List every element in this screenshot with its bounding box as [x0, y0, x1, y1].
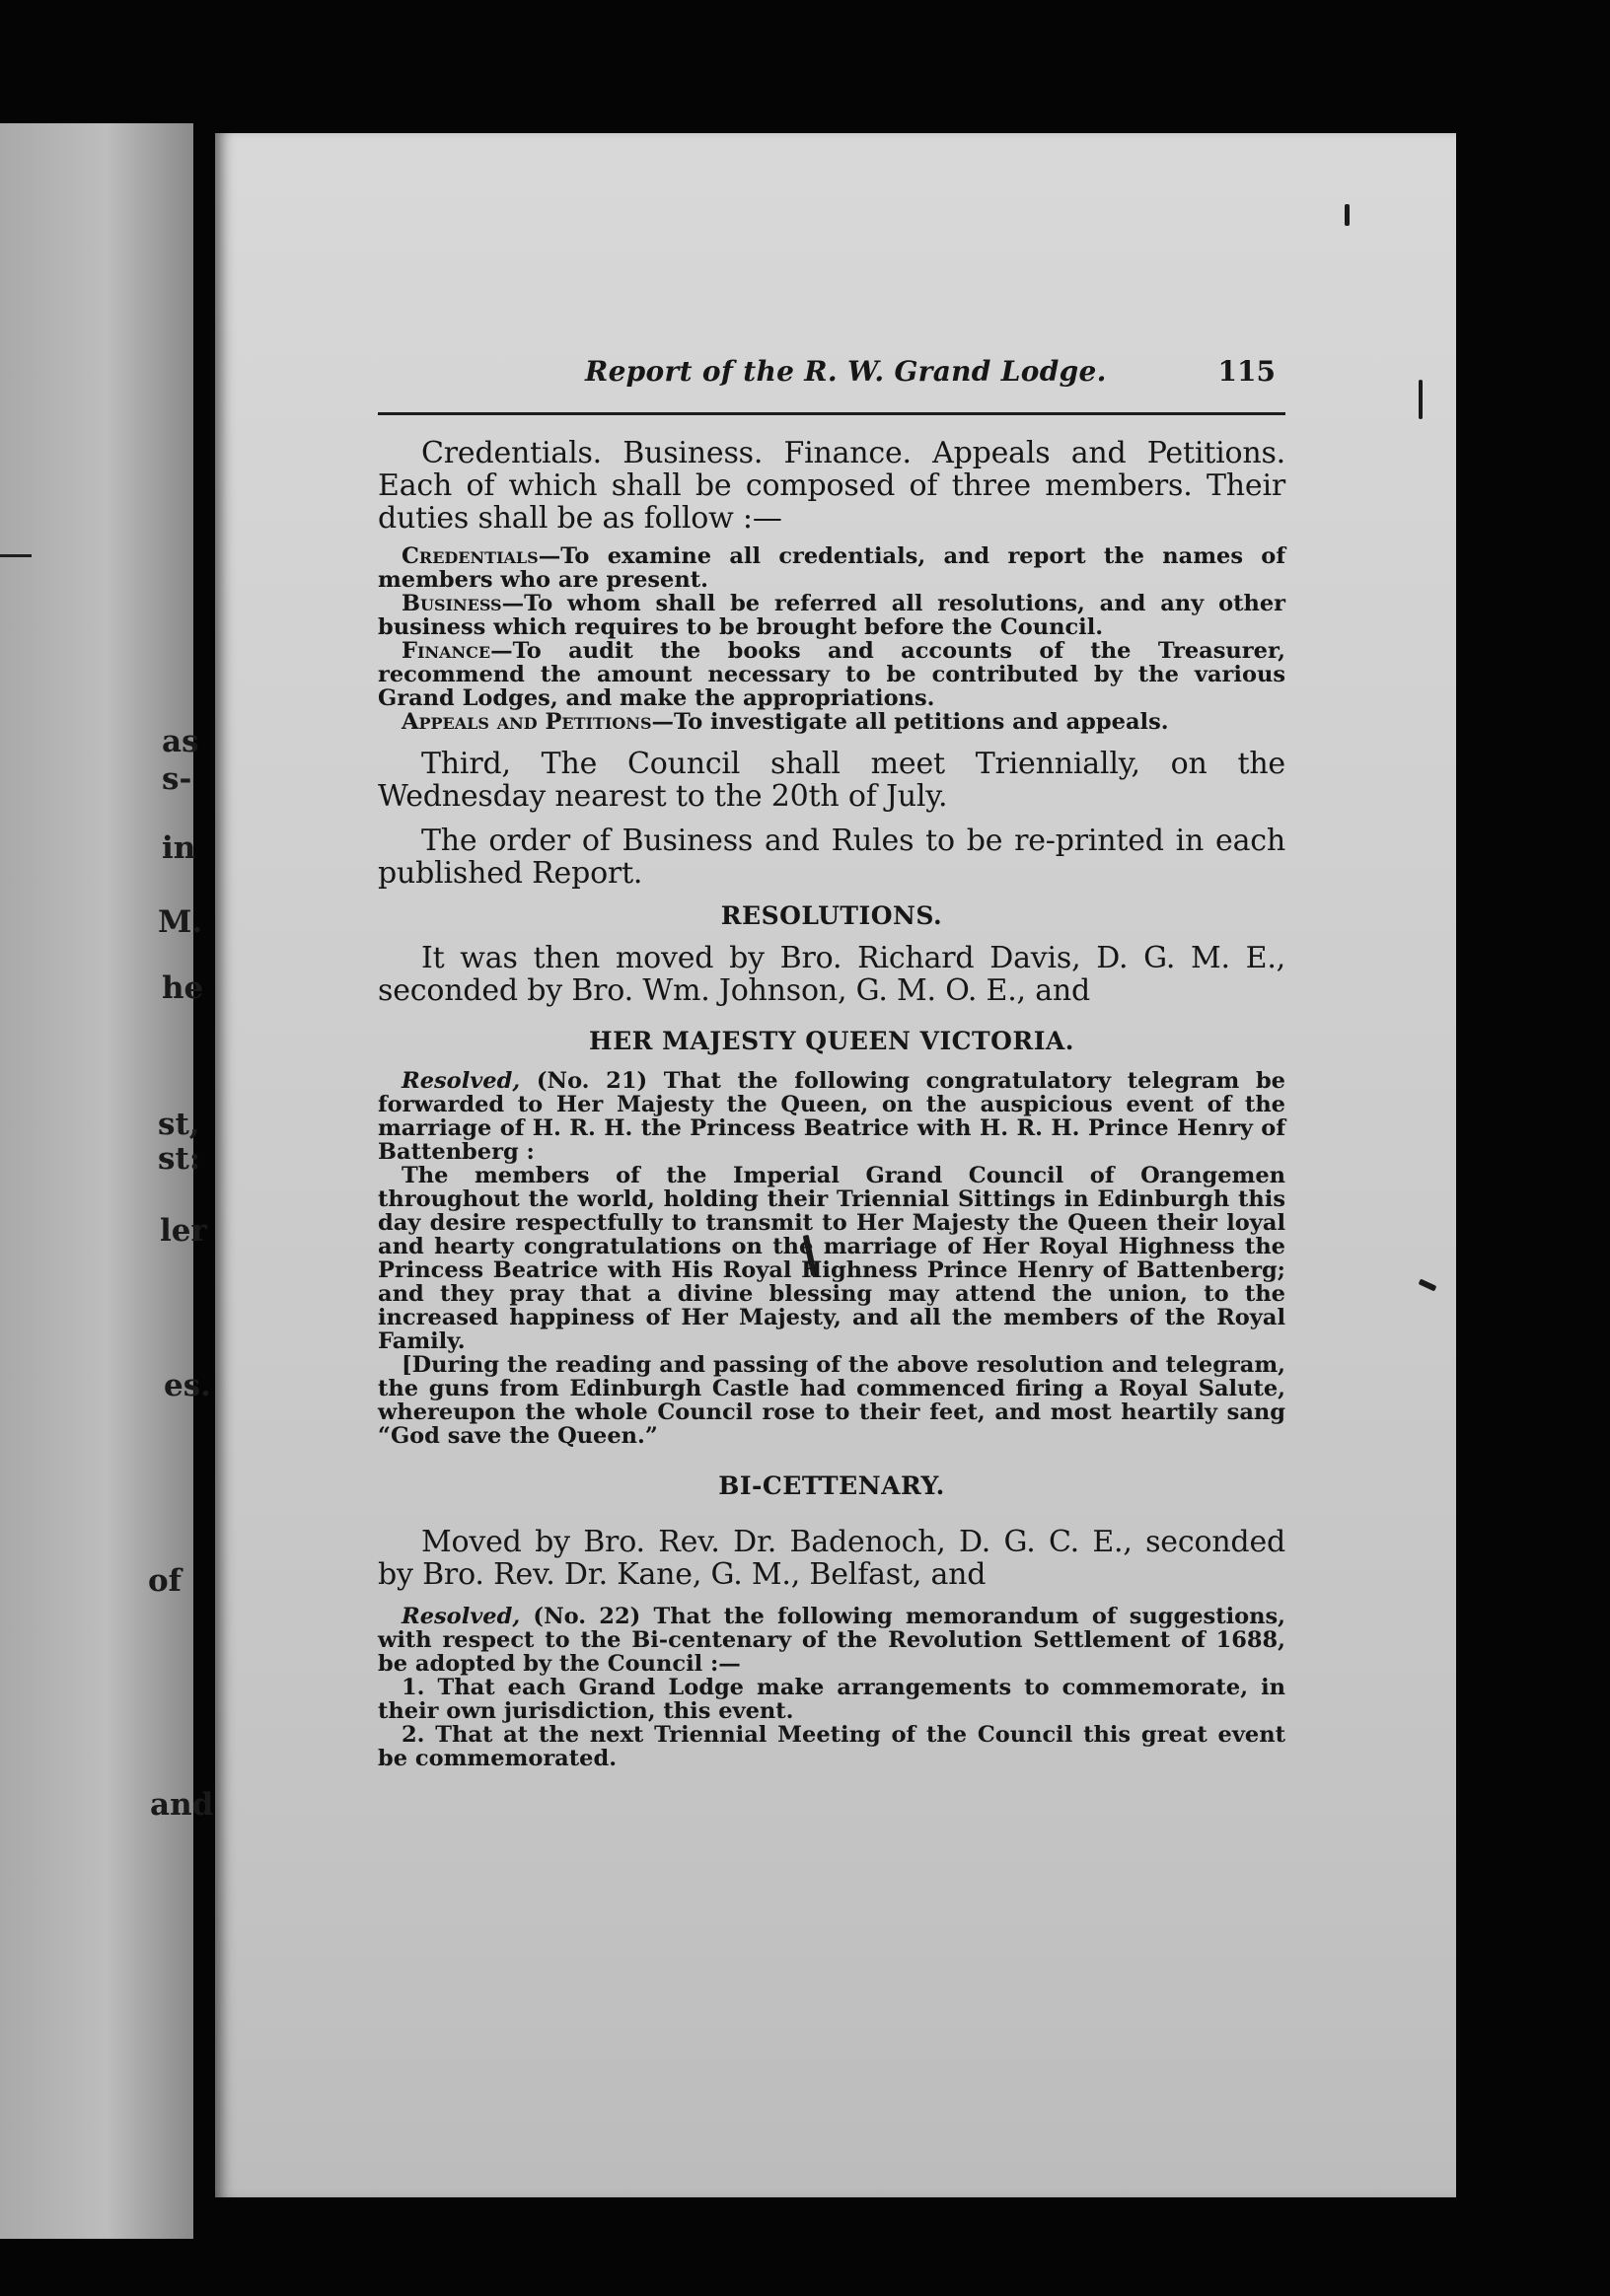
- page-content: [378, 355, 1285, 1770]
- running-title: Report of the R. W. Grand Lodge.: [585, 355, 1107, 388]
- left-fragment: ler: [160, 1213, 207, 1249]
- page-speck: [1419, 1278, 1437, 1291]
- bicentenary-heading: BI-CETTENARY.: [718, 1471, 945, 1500]
- page-number: 115: [1217, 355, 1276, 388]
- committee-definition: [378, 710, 1285, 734]
- resolution-22: [378, 1605, 1285, 1676]
- committee-name: Appeals and Petitions: [402, 709, 652, 735]
- committee-text: —To examine all credentials, and report the names of members who are present.: [378, 543, 1285, 593]
- left-facing-page: [0, 123, 214, 2239]
- committee-definition: [378, 639, 1285, 710]
- left-fragment: as: [162, 724, 199, 759]
- committee-text: —To investigate all petitions and appeals.: [651, 709, 1169, 735]
- motion-paragraph: It was then moved by Bro. Richard Davis, D. G. M. E., seconded by Bro. Wm. Johnson, G. M. O. E., and: [378, 941, 1285, 1008]
- committee-name: Finance: [402, 638, 491, 664]
- resolved-label: Resolved,: [402, 1604, 521, 1629]
- committee-text: —To whom shall be referred all resolutions, and any other business which requires to be brought before the Council.: [378, 591, 1285, 640]
- committees-paragraph: Credentials. Business. Finance. Appeals and Petitions. Each of which shall be composed of three members. Their duties shall be as follow :—: [378, 436, 1285, 536]
- resolutions-heading: RESOLUTIONS.: [720, 901, 943, 930]
- resolution-text: (No. 22) That the following memorandum of suggestions, with respect to the Bi-centenary of the Revolution Settlement of 1688, be adopted by the Council :—: [378, 1604, 1285, 1677]
- motion-paragraph: Moved by Bro. Rev. Dr. Badenoch, D. G. C. E., seconded by Bro. Rev. Dr. Kane, G. M., Belfast, and: [378, 1525, 1285, 1592]
- committee-definition: [378, 544, 1285, 592]
- left-fragment: s-: [162, 761, 192, 797]
- resolved-label: Resolved,: [402, 1068, 521, 1094]
- page-speck: [1419, 380, 1423, 419]
- left-fragment: he: [162, 970, 204, 1006]
- salute-note: [During the reading and passing of the above resolution and telegram, the guns from Edinburgh Castle had commenced firing a Royal Salute, whereupon the whole Council rose to their feet, and most heartily sang “God save the Queen.”: [378, 1352, 1285, 1449]
- left-page-rule: [0, 554, 32, 557]
- telegram-text: The members of the Imperial Grand Council of Orangemen throughout the world, holding their Triennial Sittings in Edinburgh this day desire respectfully to transmit to Her Majesty the Queen their loyal and hearty congratulations on the marriage of Her Royal Highness the Princess Beatrice with His Royal Highness Prince Henry of Battenberg; and they pray that a divine blessing may attend the union, to the increased happiness of Her Majesty, and all the members of the Royal Family.: [378, 1163, 1285, 1354]
- queen-victoria-heading: HER MAJESTY QUEEN VICTORIA.: [588, 1027, 1074, 1055]
- committee-name: Credentials: [402, 543, 539, 569]
- suggestion-item: 2. That at the next Triennial Meeting of the Council this great event be commemorated.: [378, 1722, 1285, 1771]
- committee-definitions: [378, 544, 1285, 734]
- book-page: [215, 133, 1456, 2197]
- left-fragment: es.: [164, 1368, 211, 1403]
- left-fragment: and: [150, 1787, 214, 1823]
- committee-name: Business: [402, 591, 502, 616]
- left-fragment: st:: [158, 1141, 201, 1177]
- committee-definition: [378, 592, 1285, 639]
- left-fragment: M.: [158, 904, 203, 940]
- left-fragment: st,: [158, 1107, 200, 1142]
- left-fragment: of: [148, 1563, 183, 1599]
- council-meeting-paragraph: Third, The Council shall meet Triennially, on the Wednesday nearest to the 20th of July.: [378, 747, 1285, 814]
- resolution-text: (No. 21) That the following congratulatory telegram be forwarded to Her Majesty the Queen, on the auspicious event of the marriage of H. R. H. the Princess Beatrice with H. R. H. Prince Henry of Battenberg :: [378, 1068, 1285, 1165]
- left-fragment: in: [162, 830, 196, 866]
- resolution-21: [378, 1069, 1285, 1164]
- suggestion-item: 1. That each Grand Lodge make arrangements to commemorate, in their own jurisdiction, this event.: [378, 1675, 1285, 1724]
- header-rule: [378, 412, 1285, 415]
- running-head: [378, 355, 1285, 398]
- order-of-business-paragraph: The order of Business and Rules to be re-printed in each published Report.: [378, 824, 1285, 891]
- committee-text: —To audit the books and accounts of the Treasurer, recommend the amount necessary to be contributed by the various Grand Lodges, and make the appropriations.: [378, 638, 1285, 711]
- page-speck: [1345, 204, 1350, 226]
